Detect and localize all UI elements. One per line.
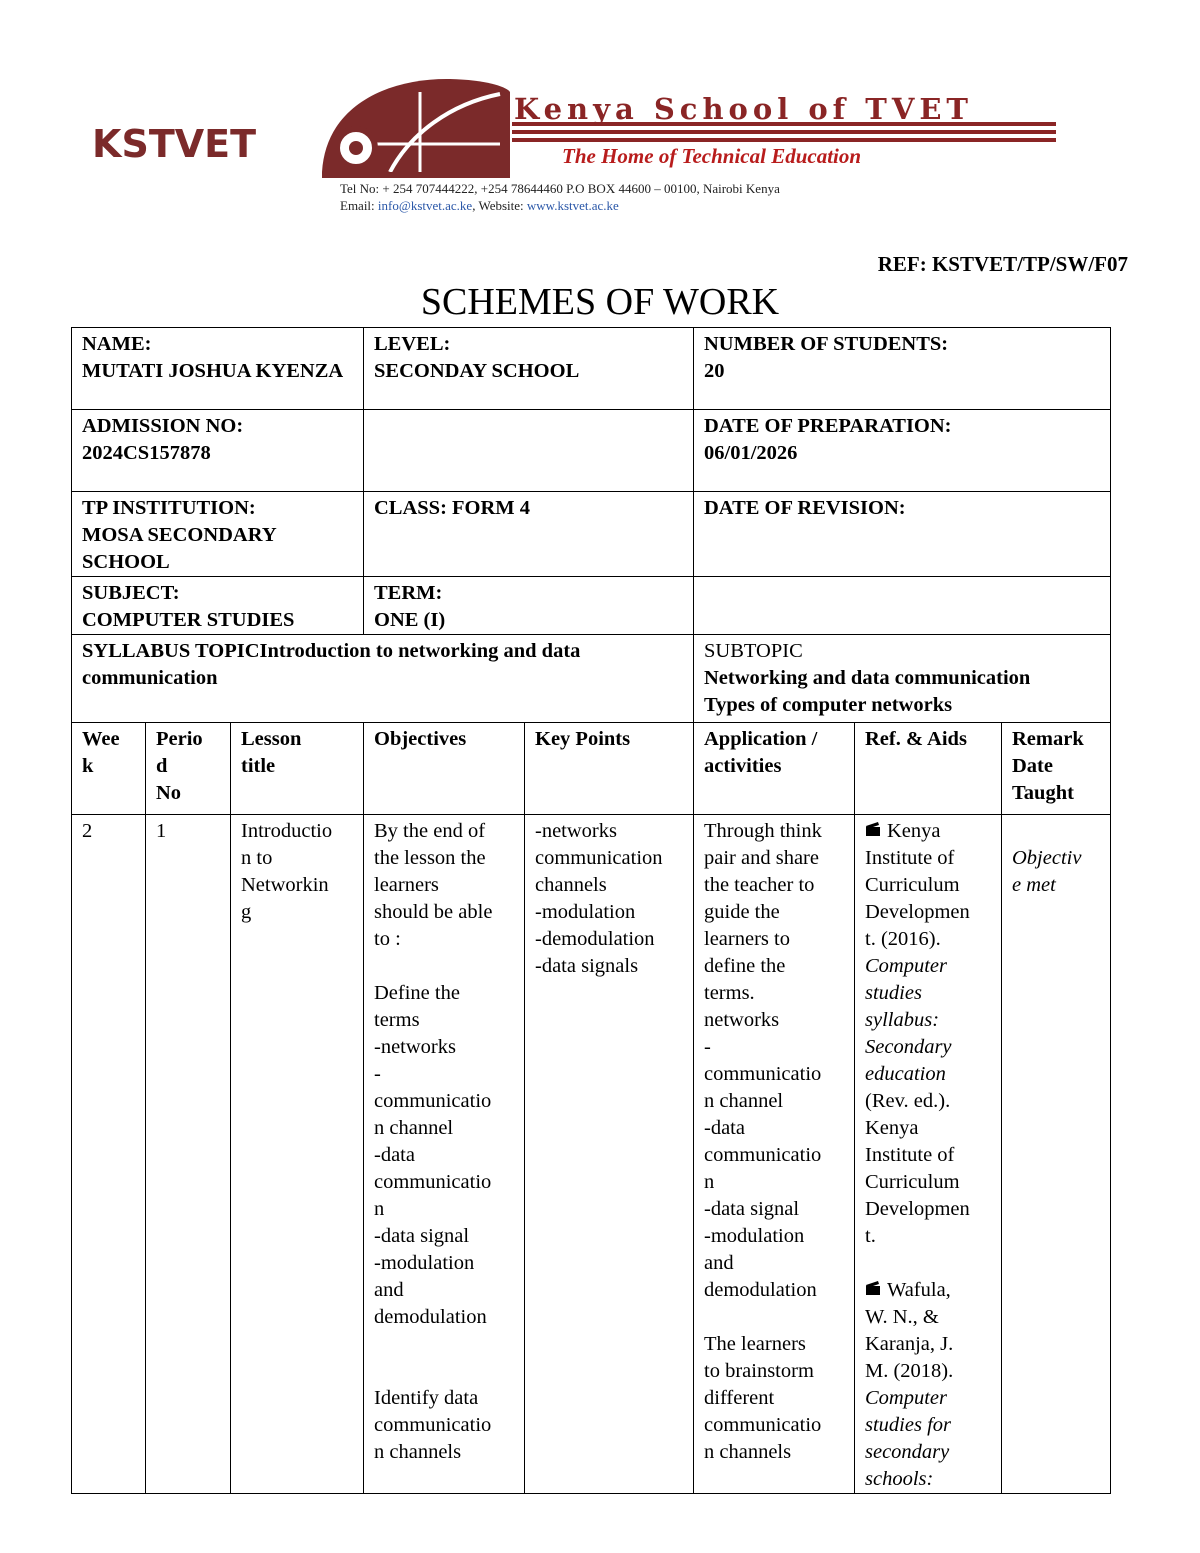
topic-value: Introduction to networking and data <box>259 640 581 662</box>
logo-wordmark: KSTVET <box>92 122 257 166</box>
application-think-pair-line: - <box>704 1036 711 1058</box>
application-brainstorm-line: The learners <box>704 1333 806 1355</box>
refaids-cell <box>855 815 1002 1494</box>
objectives-identify <box>374 1385 516 1466</box>
ref1-italic-line: Computer <box>865 955 947 977</box>
objectives-define-line: demodulation <box>374 1306 487 1328</box>
name-label: NAME: <box>82 333 152 355</box>
subject-value: COMPUTER STUDIES <box>82 609 295 631</box>
institution-label: TP INSTITUTION: <box>82 497 256 519</box>
col-week-line-2: k <box>82 755 94 777</box>
ref2-italic-line: studies for <box>865 1414 951 1436</box>
application-think-pair-line: communicatio <box>704 1144 822 1166</box>
col-period-line-2: d <box>156 755 168 777</box>
application-brainstorm-line: n channels <box>704 1441 792 1463</box>
ref1-first-line <box>865 818 993 845</box>
col-period-line-3: No <box>156 782 182 804</box>
schemes-table <box>71 327 1111 1494</box>
application-think-pair-line: -modulation <box>704 1225 805 1247</box>
col-application-line-2: activities <box>704 755 782 777</box>
objectives-define-line: Define the <box>374 982 460 1004</box>
ref1-italic-line: studies <box>865 982 922 1004</box>
application-brainstorm <box>704 1331 846 1466</box>
preparation-cell <box>694 410 1111 492</box>
ref1-tail-line: t. <box>865 1225 876 1247</box>
students-cell <box>694 328 1111 410</box>
col-remark-line-3: Taught <box>1012 782 1074 804</box>
objectives-intro <box>374 818 516 953</box>
level-label: LEVEL: <box>374 333 451 355</box>
ref2-italic-line: Computer <box>865 1387 947 1409</box>
ref2-italic <box>865 1385 993 1493</box>
objectives-identify-line: Identify data <box>374 1387 479 1409</box>
objectives-define-line: n <box>374 1198 385 1220</box>
website-label: , Website: <box>472 198 527 213</box>
col-lesson <box>231 723 364 815</box>
school-tagline: The Home of Technical Education <box>562 144 862 168</box>
col-lesson-line-1: Lesson <box>241 728 302 750</box>
col-remark-line-1: Remark <box>1012 728 1084 750</box>
week-cell: 2 <box>72 815 146 1494</box>
admission-label: ADMISSION NO: <box>82 415 244 437</box>
objectives-intro-line: By the end of <box>374 820 486 842</box>
subject-label: SUBJECT: <box>82 582 180 604</box>
ref2-plain <box>865 1304 993 1385</box>
subtopic-2: Types of computer networks <box>704 694 953 716</box>
objectives-define-line: n channel <box>374 1117 454 1139</box>
application-think-pair-line: the teacher to <box>704 874 815 896</box>
objectives-define <box>374 980 516 1331</box>
ref1-italic-line: syllabus: <box>865 1009 940 1031</box>
institution-value-2: SCHOOL <box>82 551 170 573</box>
col-week <box>72 723 146 815</box>
reference-number: REF: KSTVET/TP/SW/F07 <box>877 252 1128 276</box>
keypoints-cell-line: channels <box>535 874 607 896</box>
application-think-pair-line: n channel <box>704 1090 784 1112</box>
email-label: Email: <box>340 198 378 213</box>
objectives-define-line: - <box>374 1063 381 1085</box>
subtopic-label: SUBTOPIC <box>704 640 803 662</box>
level-cell <box>364 328 694 410</box>
keypoints-cell-line: -demodulation <box>535 928 655 950</box>
application-brainstorm-line: to brainstorm <box>704 1360 814 1382</box>
revision-cell <box>694 492 1111 577</box>
class-label: CLASS: FORM 4 <box>374 497 531 519</box>
application-think-pair-line: -data signal <box>704 1198 800 1220</box>
col-remark <box>1002 723 1111 815</box>
subject-cell <box>72 577 364 635</box>
ref1-plain-line: Developmen <box>865 901 970 923</box>
institution-value-1: MOSA SECONDARY <box>82 524 277 546</box>
application-think-pair-line: n <box>704 1171 715 1193</box>
col-period-line-1: Perio <box>156 728 203 750</box>
level-value: SECONDAY SCHOOL <box>374 360 580 382</box>
lesson-cell <box>231 815 364 1494</box>
col-lesson-line-2: title <box>241 755 276 777</box>
application-think-pair-line: networks <box>704 1009 780 1031</box>
objectives-define-line: -data <box>374 1144 415 1166</box>
ref1-first: Kenya <box>887 820 941 842</box>
name-cell <box>72 328 364 410</box>
students-label: NUMBER OF STUDENTS: <box>704 333 949 355</box>
objectives-define-line: communicatio <box>374 1171 492 1193</box>
ref1-tail-line: Kenya <box>865 1117 919 1139</box>
col-objectives: Objectives <box>364 723 525 815</box>
objectives-define-line: and <box>374 1279 404 1301</box>
application-think-pair-line: -data <box>704 1117 745 1139</box>
lesson-cell-line: n to <box>241 847 273 869</box>
application-think-pair <box>704 818 846 1304</box>
term-cell <box>364 577 694 635</box>
page-title: SCHEMES OF WORK <box>420 281 780 323</box>
application-cell <box>694 815 855 1494</box>
application-think-pair-line: define the <box>704 955 786 977</box>
application-think-pair-line: demodulation <box>704 1279 817 1301</box>
admission-value: 2024CS157878 <box>82 442 211 464</box>
remark-cell <box>1002 815 1111 1494</box>
admission-cell <box>72 410 364 492</box>
term-label: TERM: <box>374 582 443 604</box>
col-remark-line-2: Date <box>1012 755 1053 777</box>
ref1-tail-line: Developmen <box>865 1198 970 1220</box>
objectives-define-line: communicatio <box>374 1090 492 1112</box>
ref2-plain-line: W. N., & <box>865 1306 939 1328</box>
col-keypoints: Key Points <box>525 723 694 815</box>
objectives-intro-line: the lesson the <box>374 847 486 869</box>
application-think-pair-line: guide the <box>704 901 780 923</box>
revision-label: DATE OF REVISION: <box>704 497 906 519</box>
preparation-label: DATE OF PREPARATION: <box>704 415 952 437</box>
application-brainstorm-line: different <box>704 1387 775 1409</box>
objectives-cell <box>364 815 525 1494</box>
ref2-first-line <box>865 1277 993 1304</box>
ref2-italic-line: schools: <box>865 1468 934 1490</box>
school-name: Kenya School of TVET <box>514 92 974 126</box>
ref1-italic <box>865 953 993 1088</box>
clapperboard-icon <box>865 818 887 845</box>
topic-line-1 <box>82 638 685 665</box>
ref1-plain-line: t. (2016). <box>865 928 941 950</box>
application-think-pair-line: terms. <box>704 982 755 1004</box>
subtopic-1: Networking and data communication <box>704 667 1031 689</box>
keypoints-cell-line: -modulation <box>535 901 636 923</box>
col-period <box>146 723 231 815</box>
application-think-pair-line: learners to <box>704 928 790 950</box>
objectives-identify-line: n channels <box>374 1441 462 1463</box>
contact-email-line <box>340 198 619 214</box>
objectives-intro-line: should be able <box>374 901 493 923</box>
ref1-plain-line: Institute of <box>865 847 955 869</box>
ref1-plain-line: Curriculum <box>865 874 960 896</box>
topic-line-2: communication <box>82 667 218 689</box>
website-link[interactable]: www.kstvet.ac.ke <box>526 198 619 213</box>
ref1-tail-line: Curriculum <box>865 1171 960 1193</box>
ref2-italic-line: secondary <box>865 1441 950 1463</box>
clapperboard-icon <box>865 1277 887 1304</box>
application-think-pair-line: pair and share <box>704 847 819 869</box>
col-application <box>694 723 855 815</box>
topic-cell <box>72 635 694 723</box>
keypoints-cell-line: communication <box>535 847 663 869</box>
class-cell <box>364 492 694 577</box>
preparation-value: 06/01/2026 <box>704 442 798 464</box>
term-value: ONE (I) <box>374 609 446 631</box>
objectives-define-line: -networks <box>374 1036 456 1058</box>
col-week-line-1: Wee <box>82 728 120 750</box>
application-brainstorm-line: communicatio <box>704 1414 822 1436</box>
topic-label: SYLLABUS TOPIC <box>82 640 260 662</box>
ref1-tail-line: (Rev. ed.). <box>865 1090 951 1112</box>
application-think-pair-line: and <box>704 1252 734 1274</box>
ref1-italic-line: education <box>865 1063 946 1085</box>
empty-cell <box>364 410 694 492</box>
objectives-define-line: terms <box>374 1009 420 1031</box>
ref2-plain-line: M. (2018). <box>865 1360 954 1382</box>
objectives-define-line: -data signal <box>374 1225 470 1247</box>
ref1-tail-line: Institute of <box>865 1144 955 1166</box>
email-link[interactable]: info@kstvet.ac.ke <box>377 198 473 213</box>
remark-text-line: e met <box>1012 874 1056 896</box>
application-think-pair-line: communicatio <box>704 1063 822 1085</box>
letterhead <box>90 74 1070 224</box>
keypoints-cell <box>525 815 694 1494</box>
empty-cell-2 <box>694 577 1111 635</box>
students-value: 20 <box>704 360 725 382</box>
keypoints-cell-line: -data signals <box>535 955 639 977</box>
ref2-first: Wafula, <box>887 1279 951 1301</box>
remark-text <box>1012 845 1102 899</box>
lesson-cell-line: Networkin <box>241 874 329 896</box>
lesson-cell-line: g <box>241 901 252 923</box>
institution-cell <box>72 492 364 577</box>
ref2-plain-line: Karanja, J. <box>865 1333 954 1355</box>
subtopic-cell <box>694 635 1111 723</box>
objectives-define-line: -modulation <box>374 1252 475 1274</box>
objectives-intro-line: learners <box>374 874 439 896</box>
contact-tel: Tel No: + 254 707444222, +254 78644460 P.O BOX 44600 – 00100, Nairobi Kenya <box>340 181 780 196</box>
application-think-pair-line: Through think <box>704 820 822 842</box>
objectives-identify-line: communicatio <box>374 1414 492 1436</box>
name-value: MUTATI JOSHUA KYENZA <box>82 360 344 382</box>
keypoints-cell-line: -networks <box>535 820 617 842</box>
ref1-italic-line: Secondary <box>865 1036 952 1058</box>
col-application-line-1: Application / <box>704 728 818 750</box>
objectives-intro-line: to : <box>374 928 401 950</box>
col-refaids: Ref. & Aids <box>855 723 1002 815</box>
ref1-tail <box>865 1088 993 1250</box>
lesson-cell-line: Introductio <box>241 820 333 842</box>
period-cell: 1 <box>146 815 231 1494</box>
remark-text-line: Objectiv <box>1012 847 1082 869</box>
ref1-plain <box>865 845 993 953</box>
